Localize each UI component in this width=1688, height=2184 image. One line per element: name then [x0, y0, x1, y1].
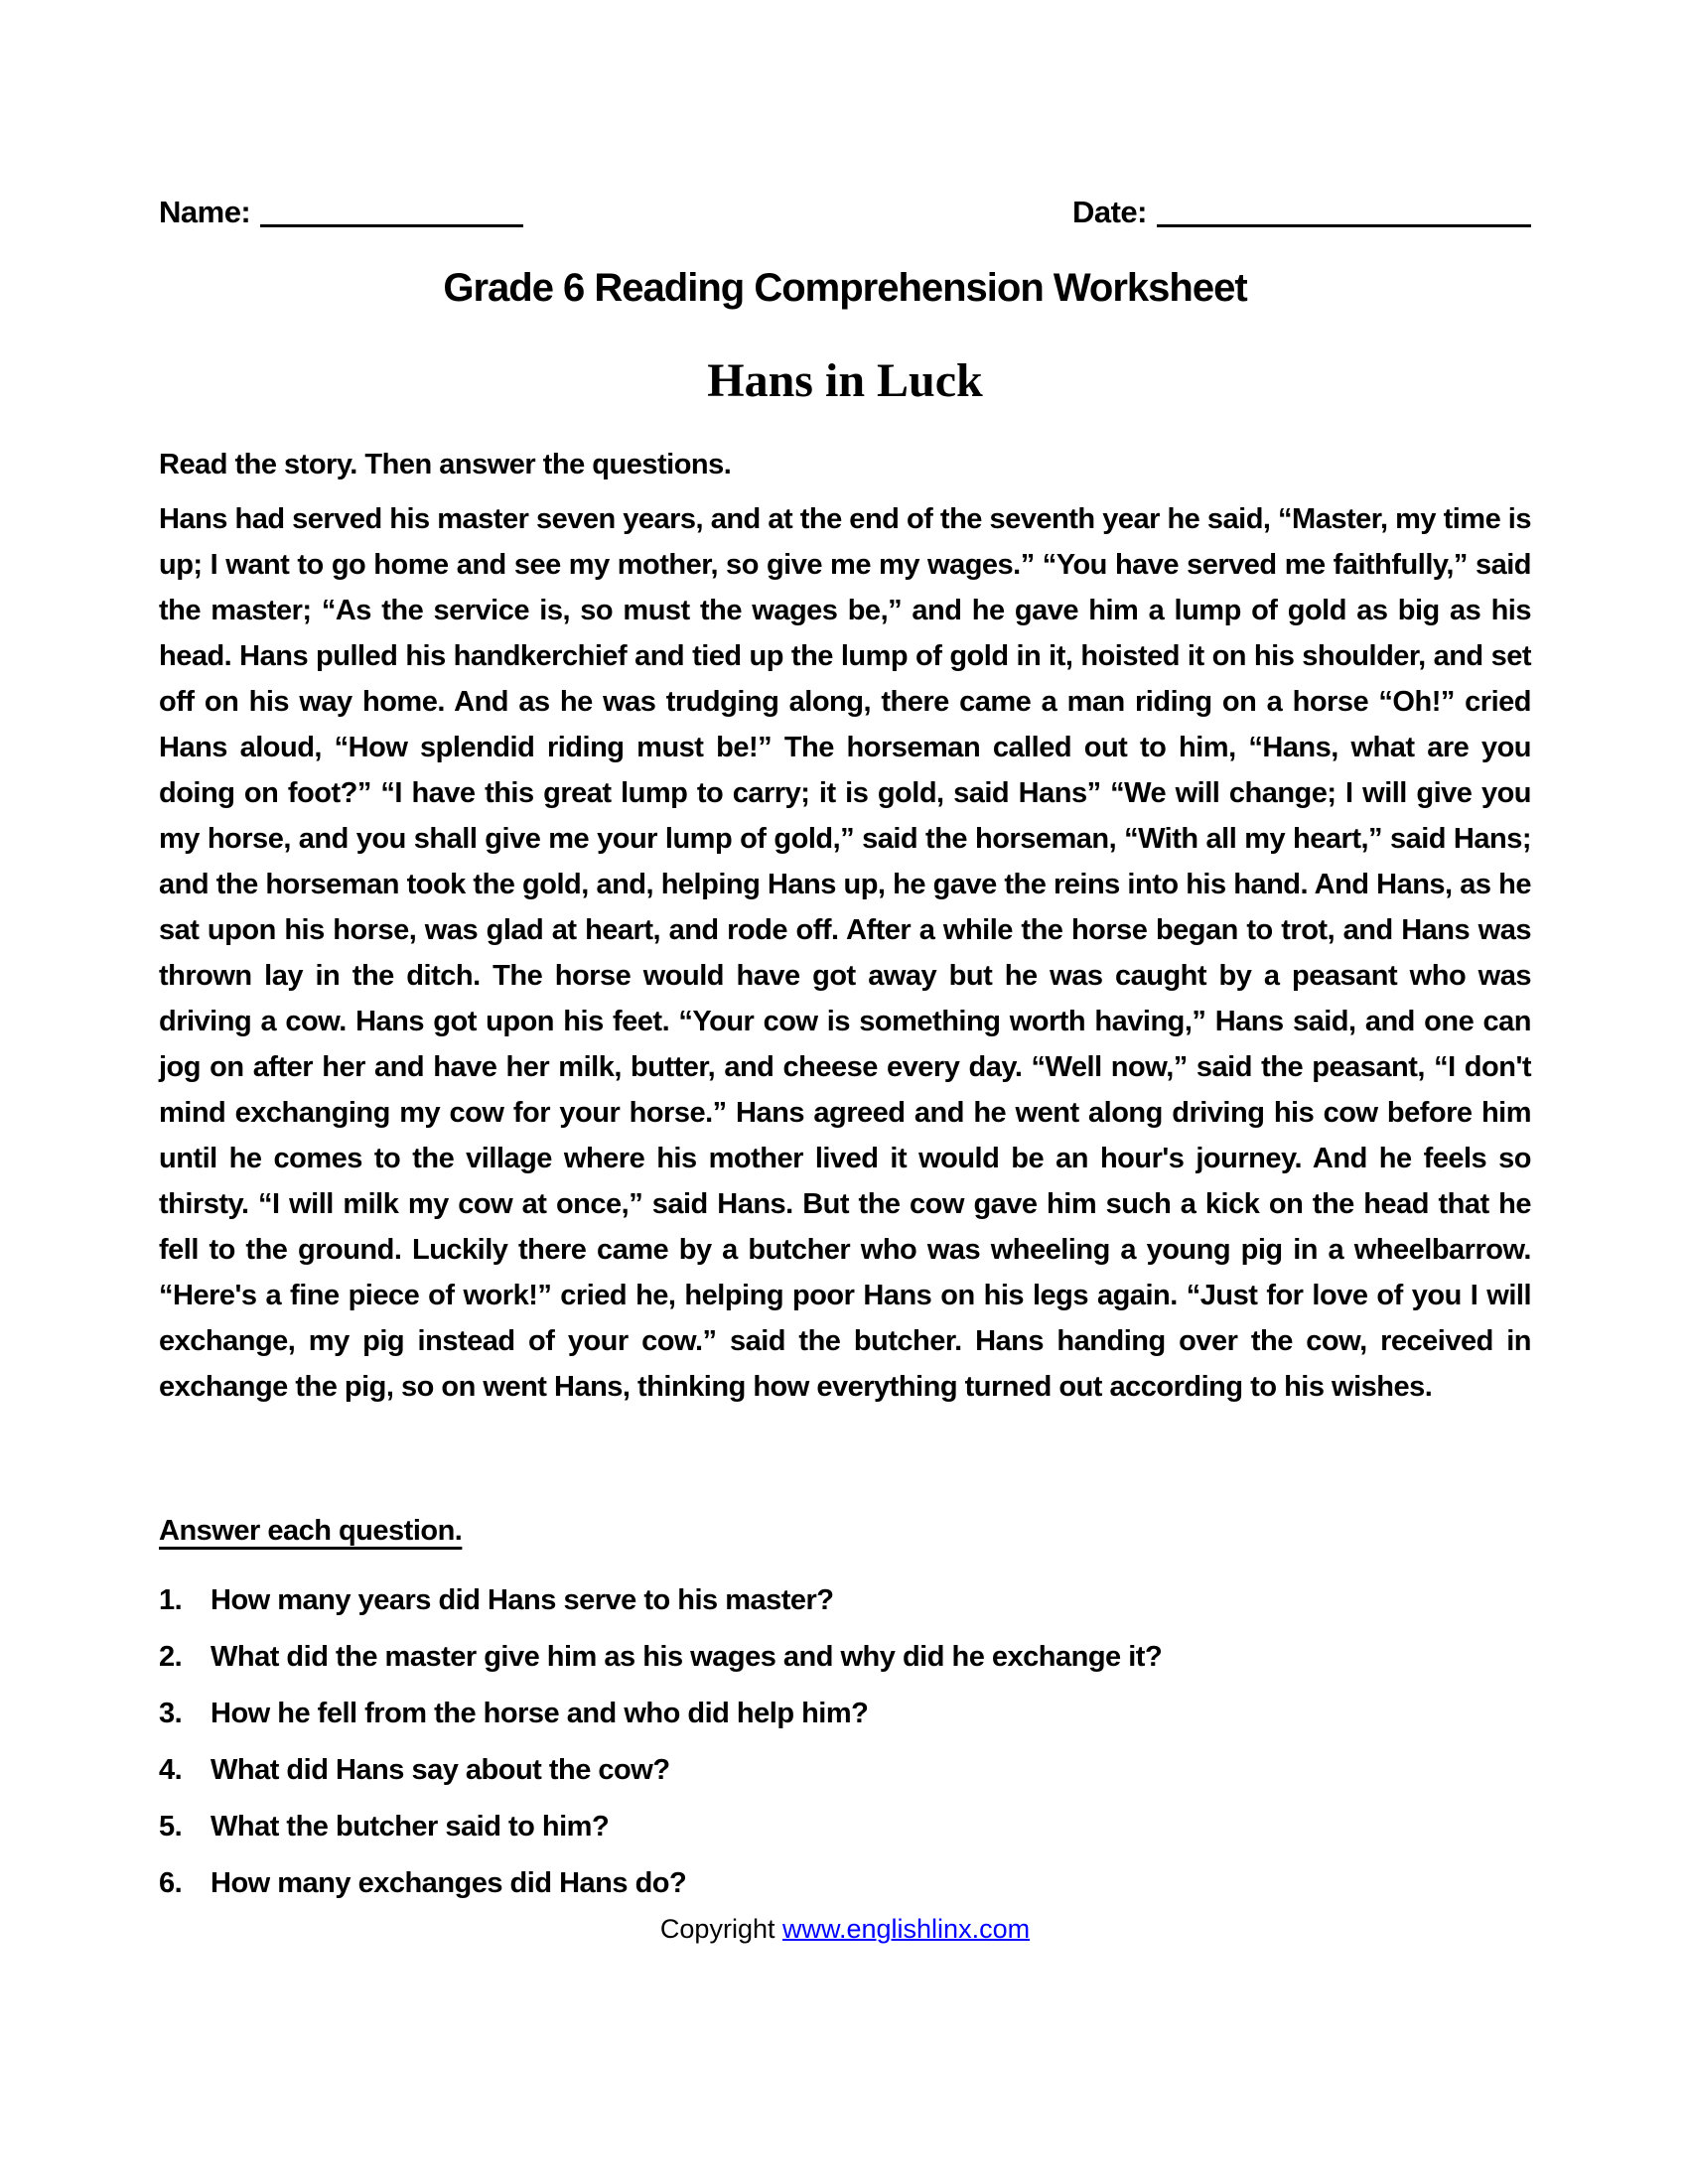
date-blank-line [1157, 199, 1531, 227]
question-text: What did the master give him as his wages and why did he exchange it? [211, 1641, 1163, 1673]
copyright-label: Copyright [659, 1914, 782, 1944]
question-list [159, 1584, 1531, 1924]
question-number: 6. [159, 1867, 183, 1899]
worksheet-title: Grade 6 Reading Comprehension Worksheet [443, 266, 1247, 310]
date-field [1072, 195, 1531, 230]
footer [159, 1914, 1531, 1945]
story-paragraph: Hans had served his master seven years, and at the end of the seventh year he said, “Master, my time is up; I want to go home and see my mother, so give me my wages.” “You have served me faithfully,” said the master; “As the service is, so must the wages be,” and he gave him a lump of gold as big as his head. Hans pulled his handkerchief and tied up the lump of gold in it, hoisted it on his shoulder, and set off on his way home. And as he was trudging along, there came a man riding on a horse “Oh!” cried Hans aloud, “How splendid riding must be!” The horseman called out to him, “Hans, what are you doing on foot?” “I have this great lump to carry; it is gold, said Hans” “We will change; I will give you my horse, and you shall give me your lump of gold,” said the horseman, “With all my heart,” said Hans; and the horseman took the gold, and, helping Hans up, he gave the reins into his hand. And Hans, as he sat upon his horse, was glad at heart, and rode off. After a while the horse began to trot, and Hans was thrown lay in the ditch. The horse would have got away but he was caught by a peasant who was driving a cow. Hans got upon his feet. “Your cow is something worth having,” Hans said, and one can jog on after her and have her milk, butter, and cheese every day. “Well now,” said the peasant, “I don't mind exchanging my cow for your horse.” Hans agreed and he went along driving his cow before him until he comes to the village where his mother lived it would be an hour's journey. And he feels so thirsty. “I will milk my cow at once,” said Hans. But the cow gave him such a kick on the head that he fell to the ground. Luckily there came by a butcher who was wheeling a young pig in a wheelbarrow. “Here's a fine piece of work!” cried he, helping poor Hans on his legs again. “Just for love of you I will exchange, my pig instead of your cow.” said the butcher. Hans handing over the cow, received in exchange the pig, so on went Hans, thinking how everything turned out according to his wishes. [159, 503, 1531, 1403]
question-number: 4. [159, 1754, 183, 1786]
question-text: How many exchanges did Hans do? [211, 1867, 687, 1899]
question-number: 1. [159, 1584, 183, 1616]
copyright-link[interactable]: www.englishlinx.com [781, 1914, 1031, 1944]
answer-heading: Answer each question. [159, 1515, 463, 1547]
instruction-text: Read the story. Then answer the questions. [159, 449, 732, 480]
date-label: Date: [1071, 195, 1147, 229]
question-item [159, 1584, 1531, 1641]
question-item [159, 1641, 1531, 1698]
question-item [159, 1754, 1531, 1811]
question-number: 3. [159, 1698, 183, 1729]
question-text: What the butcher said to him? [211, 1811, 610, 1843]
question-number: 5. [159, 1811, 183, 1843]
question-item [159, 1811, 1531, 1867]
story-title: Hans in Luck [707, 354, 983, 407]
name-label: Name: [159, 195, 251, 229]
question-text: How many years did Hans serve to his master? [211, 1584, 834, 1616]
question-text: How he fell from the horse and who did help him? [211, 1698, 869, 1729]
name-blank-line [260, 199, 523, 227]
question-number: 2. [159, 1641, 183, 1673]
question-text: What did Hans say about the cow? [211, 1754, 670, 1786]
name-field [159, 195, 523, 230]
question-item [159, 1698, 1531, 1754]
header [159, 195, 1531, 230]
